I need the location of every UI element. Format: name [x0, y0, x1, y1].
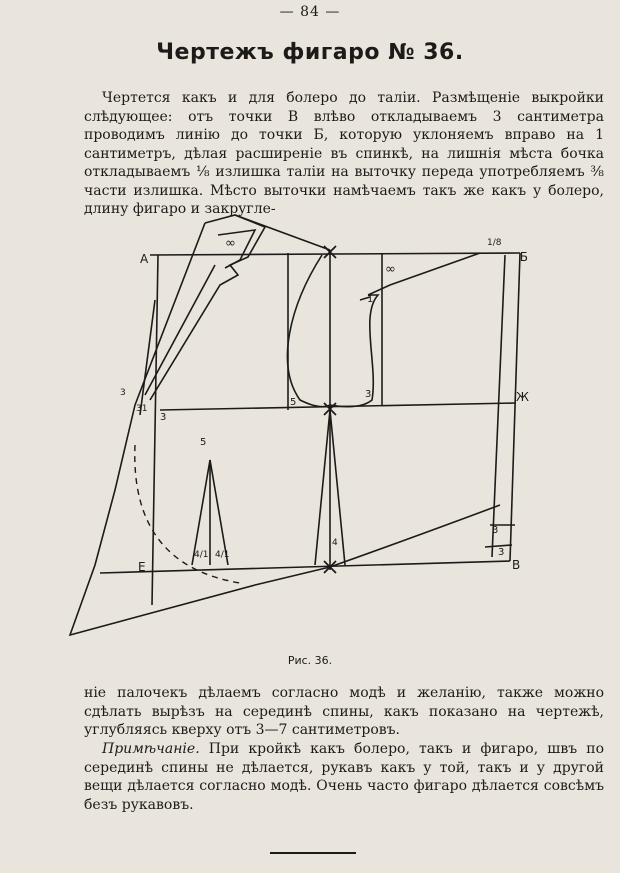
label-e: Е: [138, 560, 146, 574]
label-num-3b: 3: [160, 412, 167, 423]
label-v: В: [512, 558, 521, 572]
left-vertical: [152, 255, 158, 605]
hem-line: [100, 561, 510, 573]
pattern-drawing: [60, 205, 530, 650]
top-line: [150, 253, 520, 255]
page-title: Чертежъ фигаро № 36.: [156, 40, 464, 65]
label-a: А: [140, 252, 149, 266]
shoulder-line: [235, 215, 330, 250]
label-num-5a: 5: [290, 397, 297, 408]
page-number: — 84 —: [279, 4, 341, 20]
footer-rule: [270, 852, 356, 854]
label-num-3e: 3: [120, 388, 126, 398]
label-num-3a: 3: [365, 389, 372, 400]
label-num-3c: 3: [492, 525, 499, 536]
right-inner-line: [492, 255, 505, 557]
side-curve: [330, 505, 500, 567]
label-num-4: 4: [332, 538, 338, 548]
label-inf1: ∞: [225, 236, 236, 251]
continuation-paragraph: ніе палочекъ дѣлаемъ согласно модѣ и желанію, также можно сдѣлать вырѣзъ на серединѣ спины, какъ показано на чертежѣ, углубляясь кверху отъ 3—7 сантиметровъ.: [84, 685, 604, 738]
right-side-line: [510, 253, 520, 561]
label-num-31: 31: [136, 404, 148, 414]
intro-paragraph: Чертется какъ и для болеро до таліи. Размѣщеніе выкройки слѣдующее: отъ точки В влѣво откладываемъ 3 сантиметра проводимъ линію до точки Б, которую уклоняемъ вправо на 1 сантиметръ, дѣлая расширеніе въ спинкѣ, на лишнія мѣста бочка откладываемъ ⅛ излишка таліи на выточку переда употребляемъ ⅜ части излишка. Мѣсто выточки намѣчаемъ такъ же какъ у болеро, длину фигаро и закругле-: [84, 90, 604, 217]
note-text: При кройкѣ какъ болеро, такъ и фигаро, швъ по серединѣ спины не дѣлается, рукавъ какъ у той, такъ и у другой вещи дѣлается согласно модѣ. Очень часто фигаро дѣлается совсѣмъ безъ рукавовъ.: [84, 741, 604, 813]
figure-caption: Рис. 36.: [287, 654, 333, 667]
label-num-5b: 5: [200, 437, 207, 448]
label-inf2: ∞: [385, 262, 396, 277]
label-eighth: 1/8: [487, 238, 502, 248]
note-paragraph: [84, 740, 604, 814]
dashed-curve: [135, 445, 240, 583]
label-zh: Ж: [516, 390, 529, 404]
note-label: Примѣчаніе.: [102, 741, 200, 757]
label-frac-1: 4/1: [194, 550, 209, 560]
collar-inner: [218, 230, 255, 268]
label-num-3d: 3: [498, 547, 505, 558]
front-armhole: [287, 255, 330, 407]
label-b: Б: [519, 250, 528, 264]
label-frac-2: 4/1: [215, 550, 230, 560]
label-num-1: 1: [367, 294, 374, 305]
